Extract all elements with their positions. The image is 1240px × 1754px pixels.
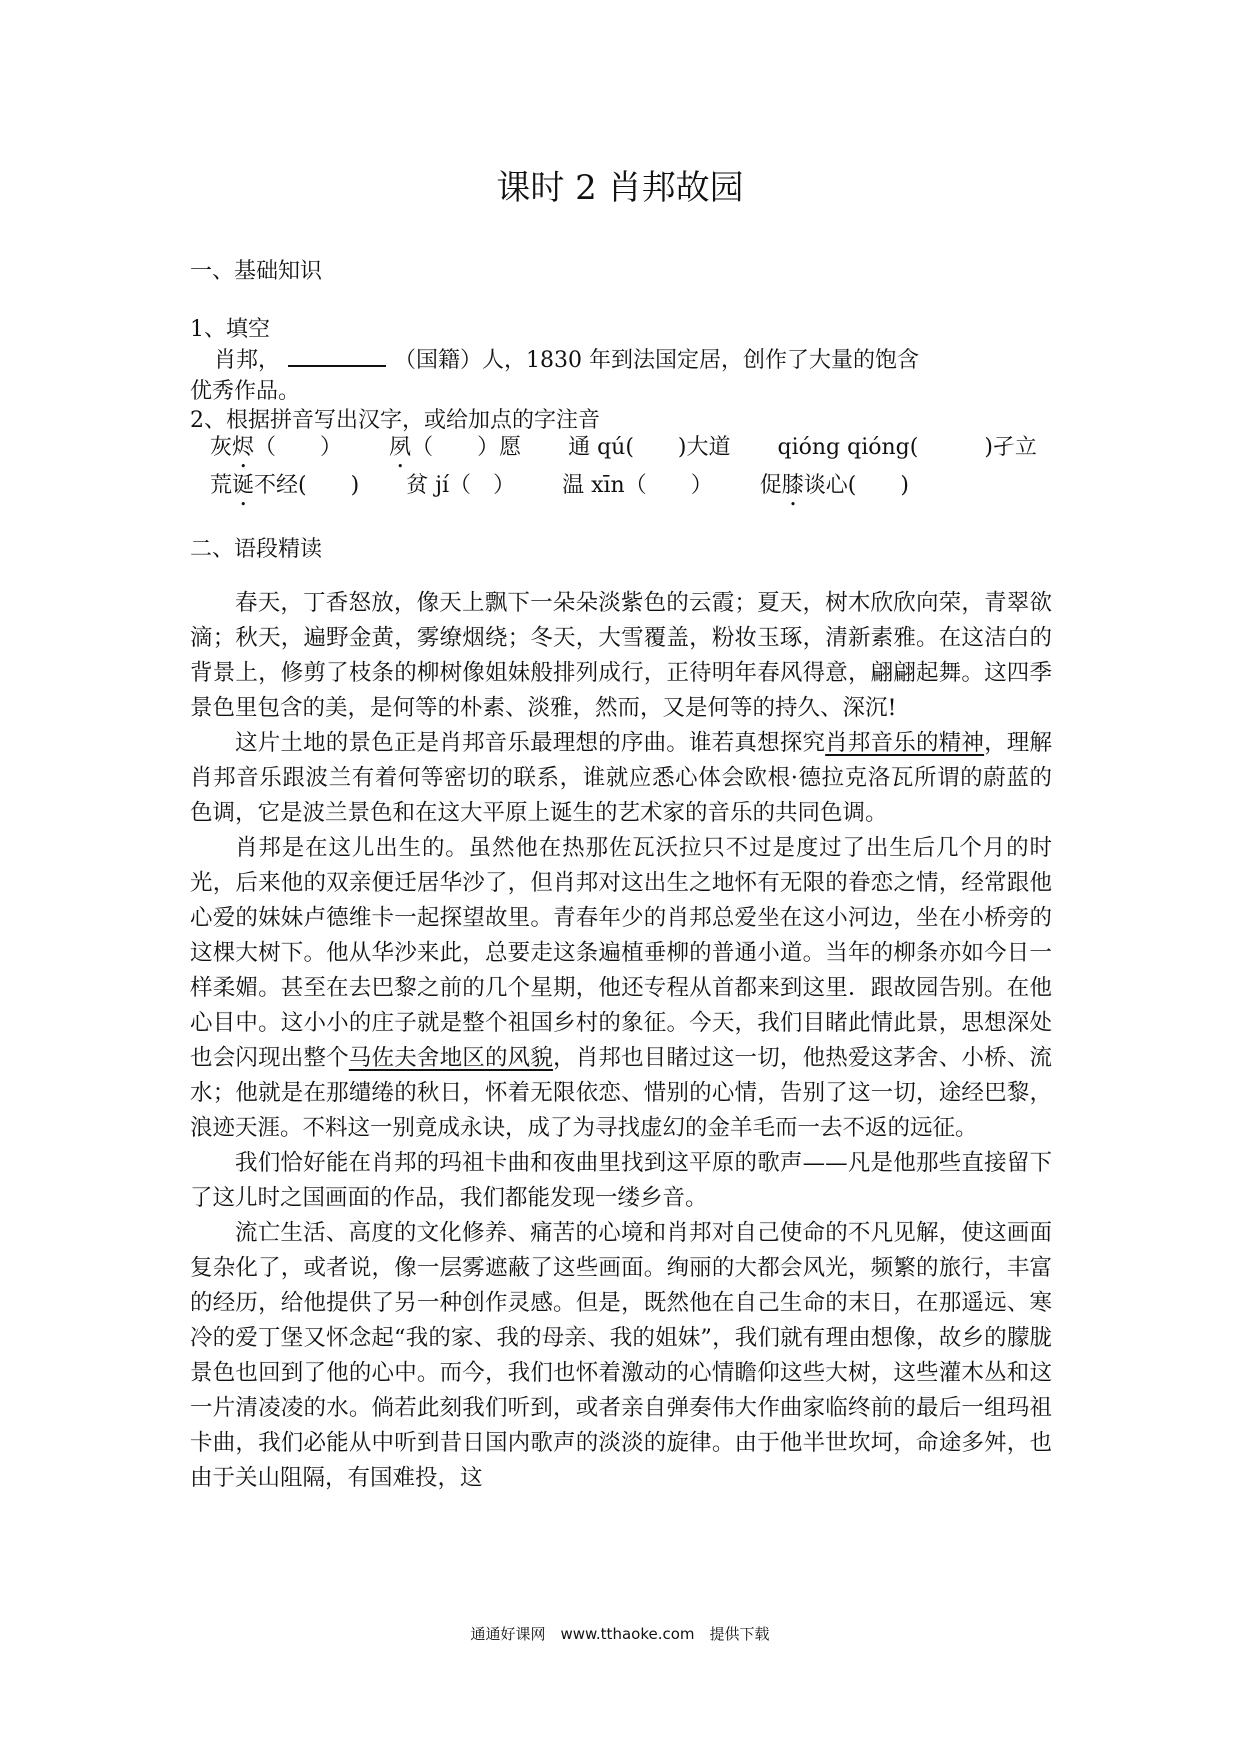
paragraph-4: 我们恰好能在肖邦的玛祖卡曲和夜曲里找到这平原的歌声——凡是他那些直接留下了这儿时之国画面的作品，我们都能发现一缕乡音。: [190, 1150, 1052, 1211]
pinyin-item: 通 qú( )大道: [568, 435, 731, 460]
pinyin-item: qióng qióng( )孑立: [777, 435, 1037, 460]
underlined-phrase: 肖邦音乐的精神: [825, 730, 985, 756]
question-1-label: 1、填空: [190, 317, 270, 342]
page-footer: 通通好课网 www.tthaoke.com 提供下载: [470, 1625, 770, 1643]
question-2-label: 2、根据拼音写出汉字，或给加点的字注音: [190, 408, 600, 433]
paragraph-2: 这片土地的景色正是肖邦音乐最理想的序曲。谁若真想探究肖邦音乐的精神，理解肖邦音乐跟波兰有着何等密切的联系，谁就应悉心体会欧根·德拉克洛瓦所谓的蔚蓝的色调，它是波兰景色和在这大平原上诞生的艺术家的音乐的共同色调。: [190, 730, 1052, 826]
reading-passage: [190, 586, 1052, 1496]
pinyin-row-2: [210, 468, 949, 511]
page-title: 课时 2 肖邦故园: [496, 168, 744, 208]
pinyin-item: 温 xīn（ ）: [562, 473, 713, 498]
paragraph-5: 流亡生活、高度的文化修养、痛苦的心境和肖邦对自己使命的不凡见解，使这画面复杂化了，或者说，像一层雾遮蔽了这些画面。绚丽的大都会风光，频繁的旅行，丰富的经历，给他提供了另一种创作灵感。但是，既然他在自己生命的末日，在那遥远、寒冷的爱丁堡又怀念起“我的家、我的母亲、我的姐妹”，我们就有理由想像，故乡的朦胧景色也回到了他的心中。而今，我们也怀着激动的心情瞻仰这些大树，这些灌木丛和这一片清凌凌的水。倘若此刻我们听到，或者亲自弹奏伟大作曲家临终前的最后一组玛祖卡曲，我们必能从中听到昔日国内歌声的淡淡的旋律。由于他半世坎坷，命途多舛，也由于关山阻隔，有国难投，这: [190, 1220, 1052, 1491]
fill-blank: [288, 364, 386, 367]
underlined-phrase: 马佐夫舍地区的风貌: [348, 1045, 554, 1071]
section-heading-basic: 一、基础知识: [190, 259, 323, 284]
pinyin-item: 促膝谈心( ): [759, 473, 909, 498]
paragraph-1: 春天，丁香怒放，像天上飘下一朵朵淡紫色的云霞；夏天，树木欣欣向荣，青翠欲滴；秋天，遍野金黄，雾缭烟绕；冬天，大雪覆盖，粉妆玉琢，清新素雅。在这洁白的背景上，修剪了枝条的柳树像姐妹般排列成行，正待明年春风得意，翩翩起舞。这四季景色里包含的美，是何等的朴素、淡雅，然而，又是何等的持久、深沉!: [190, 590, 1052, 721]
pinyin-item: 荒诞不经( ): [210, 473, 360, 498]
pinyin-row-1: [210, 430, 1077, 473]
question-1-continued: 优秀作品。: [190, 379, 301, 404]
pinyin-item: 灰烬（ ）: [210, 435, 343, 460]
question-1-text: 肖邦， （国籍）人，1830 年到法国定居，创作了大量的饱含: [214, 348, 919, 373]
pinyin-item: 贫 jí（ ）: [406, 473, 516, 498]
paragraph-3: 肖邦是在这儿出生的。虽然他在热那佐瓦沃拉只不过是度过了出生后几个月的时光，后来他的双亲便迁居华沙了，但肖邦对这出生之地怀有无限的眷恋之情，经常跟他心爱的妹妹卢德维卡一起探望故里。青春年少的肖邦总爱坐在这小河边，坐在小桥旁的这棵大树下。他从华沙来此，总要走这条遍植垂柳的普通小道。当年的柳条亦如今日一样柔媚。甚至在去巴黎之前的几个星期，他还专程从首都来到这里．跟故园告别。在他心目中。这小小的庄子就是整个祖国乡村的象征。今天，我们目睹此情此景，思想深处也会闪现出整个马佐夫舍地区的风貌，肖邦也目睹过这一切，他热爱这茅舍、小桥、流水；他就是在那缱绻的秋日，怀着无限依恋、惜别的心情，告别了这一切，途经巴黎，浪迹天涯。不料这一别竟成永诀，成了为寻找虚幻的金羊毛而一去不返的远征。: [190, 835, 1052, 1141]
section-heading-reading: 二、语段精读: [190, 537, 323, 562]
pinyin-item: 夙（ ）愿: [389, 435, 522, 460]
